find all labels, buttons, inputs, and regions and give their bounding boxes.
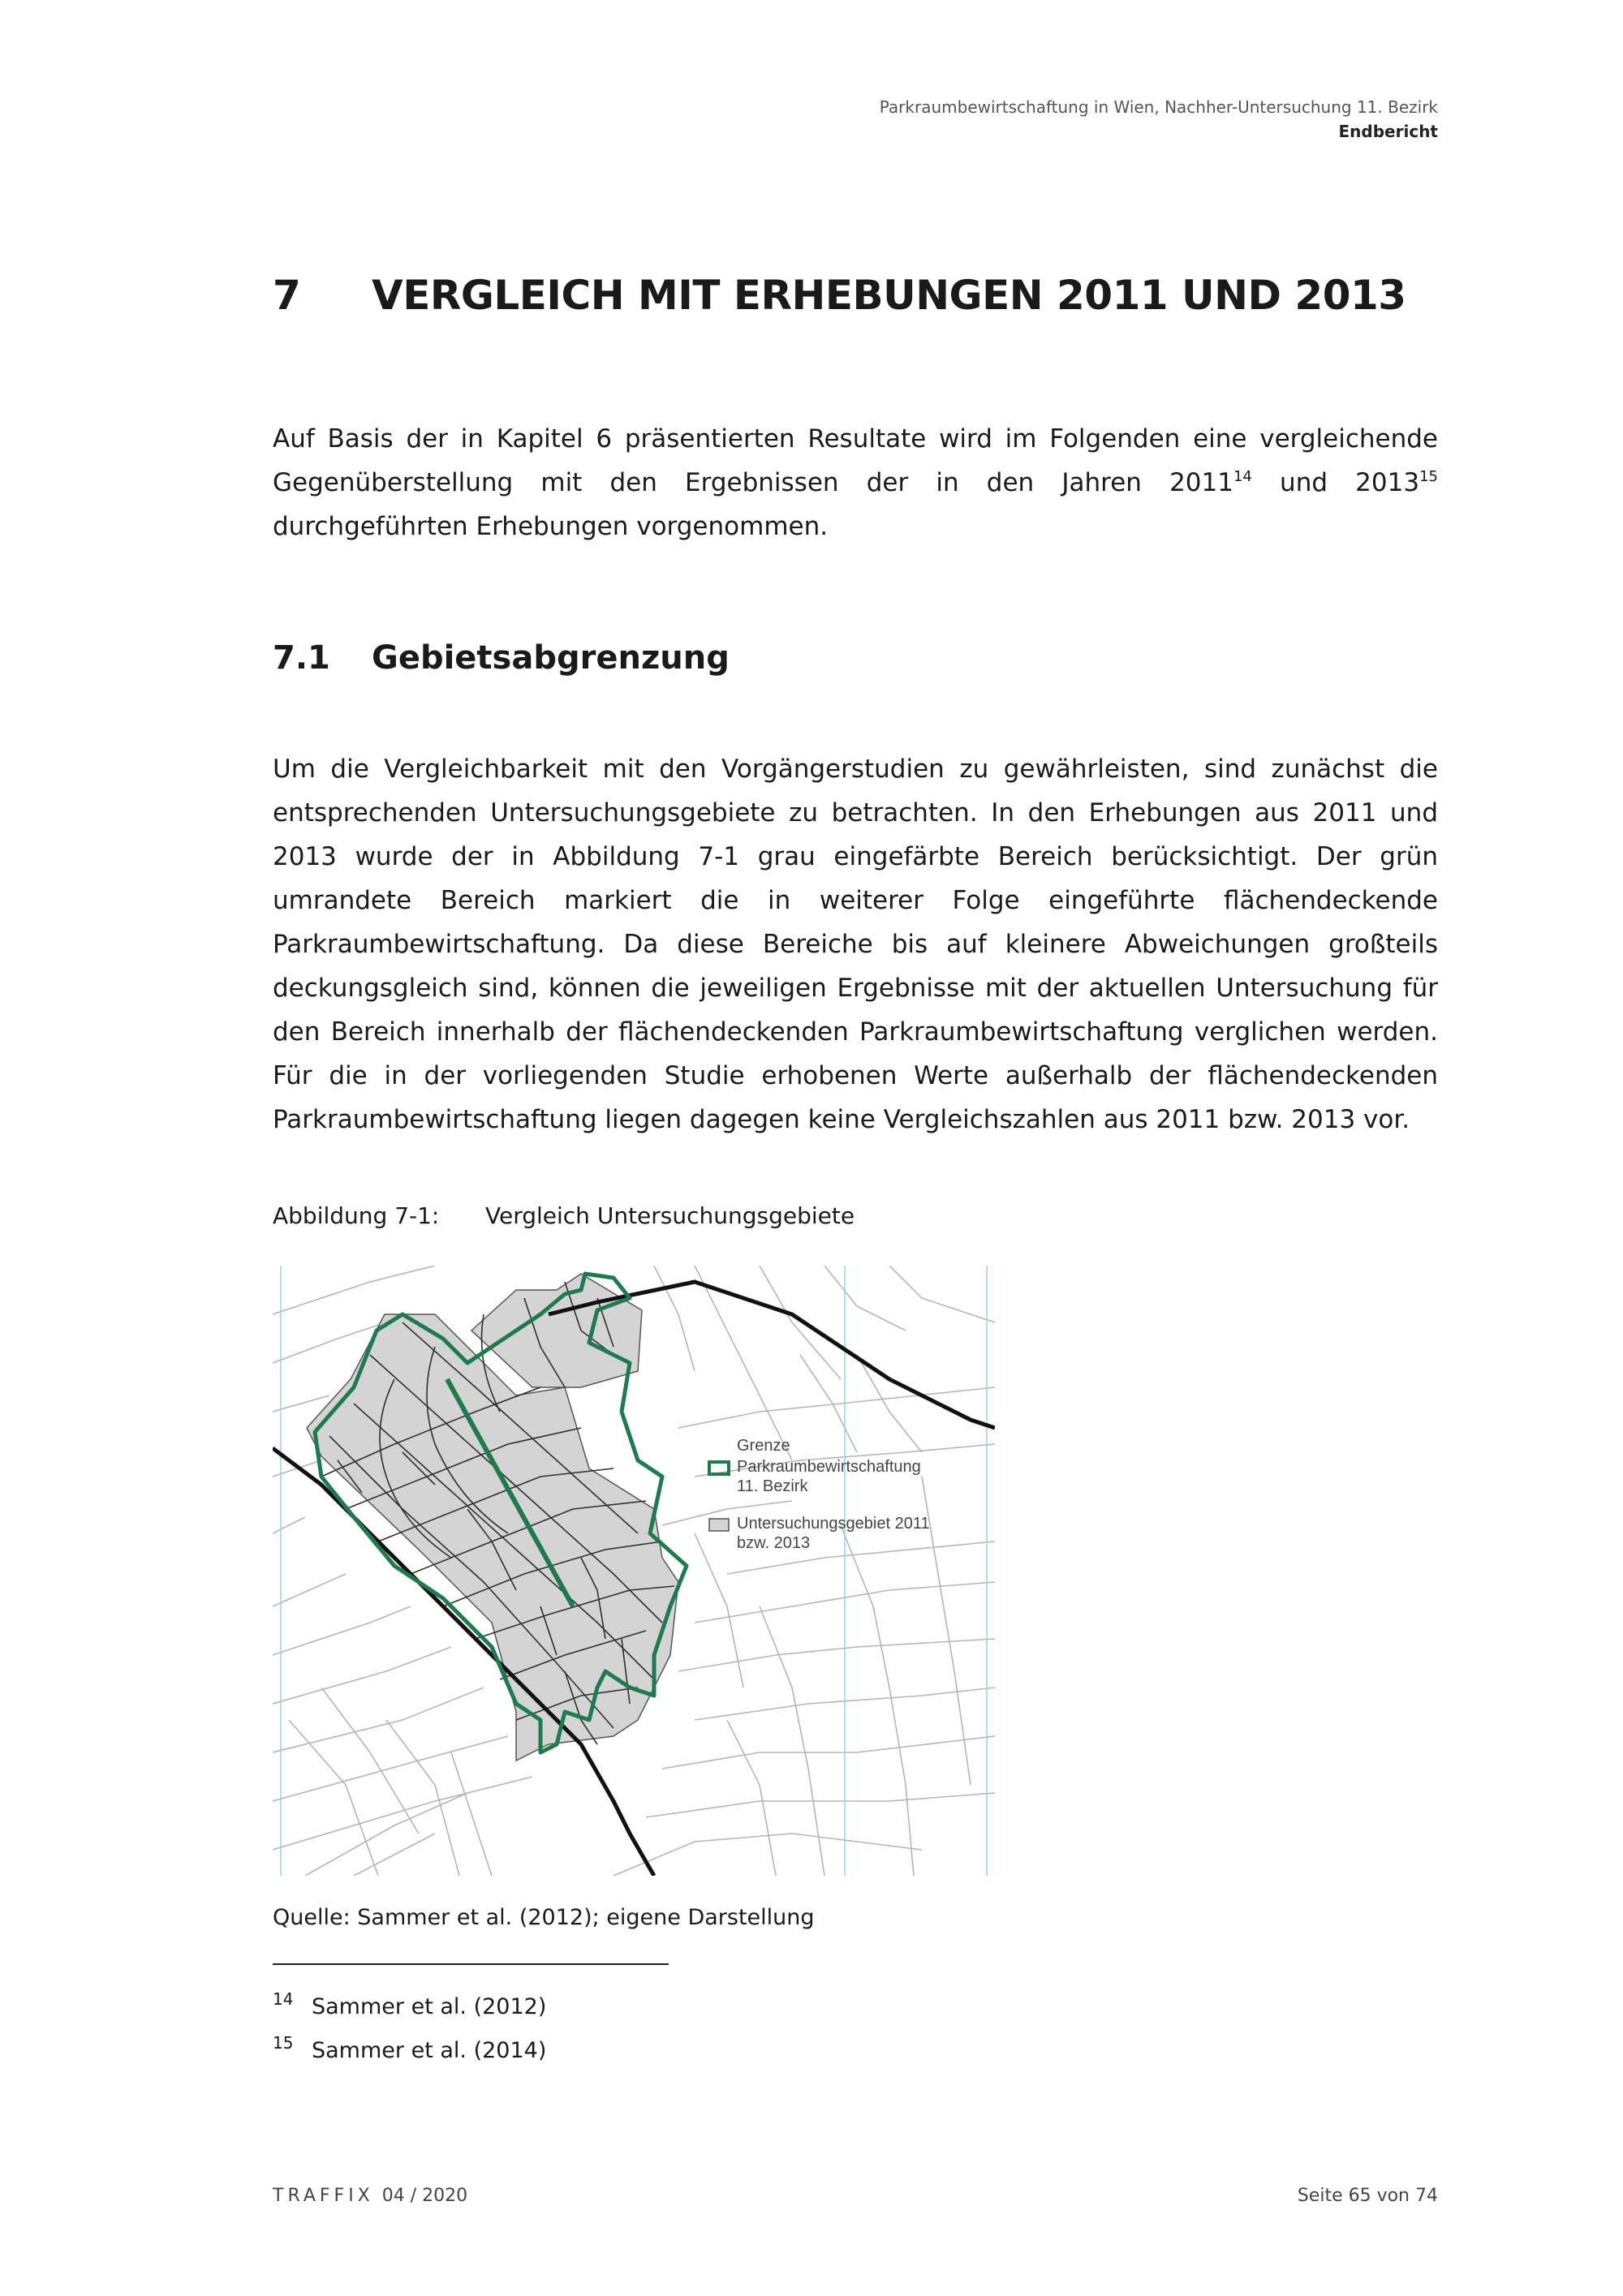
footnote-number: 15: [273, 2033, 294, 2053]
section-title: Gebietsabgrenzung: [372, 639, 730, 677]
footer-left: [273, 2186, 467, 2206]
footer-date: 04 / 2020: [381, 2186, 468, 2206]
intro-text-2: und 2013: [1251, 468, 1420, 497]
footnote-number: 14: [273, 1989, 294, 2009]
footnote-text: Sammer et al. (2014): [312, 2038, 547, 2063]
footnote-separator: [273, 1963, 669, 1965]
figure-source: Quelle: Sammer et al. (2012); eigene Darstellung: [273, 1905, 815, 1930]
legend-green-label-2: Parkraumbewirtschaftung: [737, 1458, 921, 1476]
map-figure: [273, 1266, 995, 1876]
map-image: [273, 1266, 995, 1876]
legend-green-label-1: Grenze: [737, 1437, 790, 1455]
section-number: 7.1: [273, 639, 330, 677]
legend-gray-label-1: Untersuchungsgebiet 2011: [737, 1515, 930, 1533]
legend-gray-label-2: bzw. 2013: [737, 1534, 811, 1552]
running-header-title: Parkraumbewirtschaftung in Wien, Nachher-Untersuchung 11. Bezirk: [879, 97, 1438, 117]
intro-text-3: durchgeführten Erhebungen vorgenommen.: [273, 512, 829, 541]
footnote-ref-14[interactable]: 14: [1233, 468, 1252, 485]
intro-text-1: Auf Basis der in Kapitel 6 präsentierten Resultate wird im Folgenden eine vergleichende Gegenüberstellung mit den Ergebnissen der in den Jahren 2011: [273, 424, 1438, 497]
footnote-text: Sammer et al. (2012): [312, 1994, 547, 2019]
legend-gray-swatch: [709, 1519, 729, 1531]
footer-brand: TRAFFIX: [273, 2186, 374, 2206]
chapter-number: 7: [273, 272, 301, 319]
page-number: Seite 65 von 74: [1297, 2186, 1438, 2206]
footnote-ref-15[interactable]: 15: [1419, 468, 1438, 485]
chapter-title: VERGLEICH MIT ERHEBUNGEN 2011 UND 2013: [372, 272, 1406, 319]
figure-title: Vergleich Untersuchungsgebiete: [485, 1202, 855, 1229]
intro-paragraph: [273, 417, 1438, 548]
body-paragraph: Um die Vergleichbarkeit mit den Vorgängerstudien zu gewährleisten, sind zunächst die entsprechenden Untersuchungsgebiete zu betrachten. In den Erhebungen aus 2011 und 2013 wurde der in Abbildung 7-1 grau eingefärbte Bereich berücksichtigt. Der grün umrandete Bereich markiert die in weiterer Folge eingeführte flächendeckende Parkraumbewirtschaftung. Da diese Bereiche bis auf kleinere Abweichungen großteils deckungsgleich sind, können die jeweiligen Ergebnisse mit der aktuellen Untersuchung für den Bereich innerhalb der flächendeckenden Parkraumbewirtschaftung verglichen werden. Für die in der vorliegenden Studie erhobenen Werte außerhalb der flächendeckenden Parkraumbewirtschaftung liegen dagegen keine Vergleichszahlen aus 2011 bzw. 2013 vor.: [273, 755, 1438, 1134]
running-header-subtitle: Endbericht: [1338, 122, 1438, 141]
figure-label: Abbildung 7-1:: [273, 1202, 440, 1229]
legend-green-label-3: 11. Bezirk: [737, 1477, 808, 1495]
